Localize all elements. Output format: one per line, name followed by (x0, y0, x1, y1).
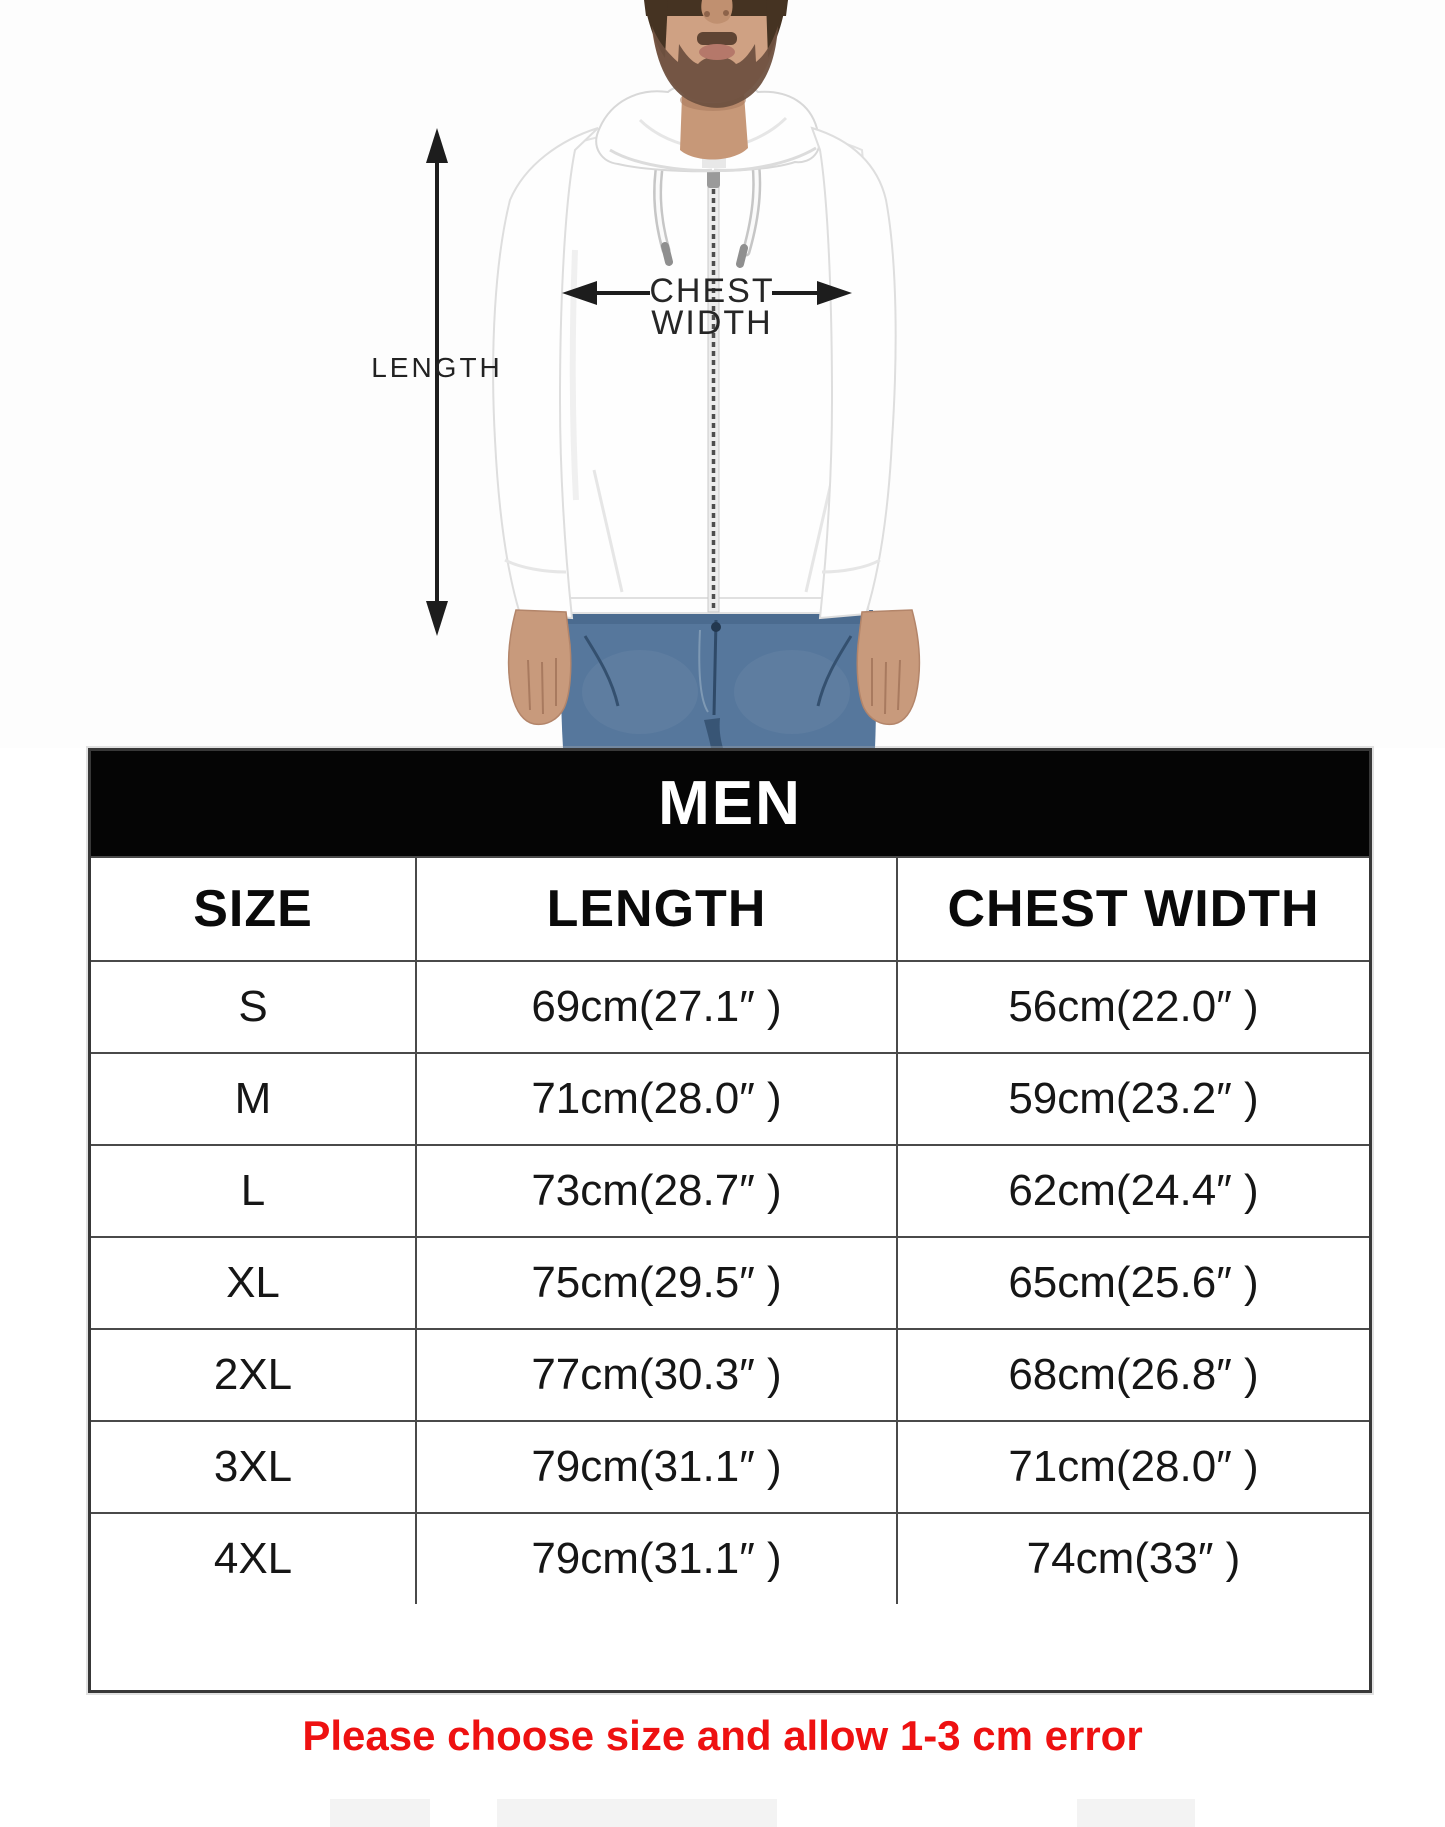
column-header-length: LENGTH (415, 858, 896, 960)
jeans (561, 610, 876, 748)
table-row (91, 1512, 1369, 1604)
length-cell: 69cm(27.1″ ) (415, 962, 896, 1052)
table-row (91, 1420, 1369, 1512)
table-row (91, 1052, 1369, 1144)
chest-width-cell: 62cm(24.4″ ) (896, 1146, 1369, 1236)
table-row (91, 1236, 1369, 1328)
size-cell: S (238, 982, 268, 1031)
chest-width-cell: 56cm(22.0″ ) (896, 962, 1369, 1052)
size-note: Please choose size and allow 1-3 cm error (302, 1712, 1143, 1759)
chest-width-cell: 65cm(25.6″ ) (896, 1238, 1369, 1328)
size-cell: 2XL (213, 1350, 293, 1399)
next-image-fragment (1077, 1799, 1195, 1827)
table-row (91, 1144, 1369, 1236)
chest-width-cell: 74cm(33″ ) (896, 1514, 1369, 1604)
table-row (91, 960, 1369, 1052)
length-cell: 75cm(29.5″ ) (415, 1238, 896, 1328)
column-header-chest-width: CHEST WIDTH (896, 858, 1369, 960)
size-cell: XL (226, 1258, 280, 1307)
size-cell: M (234, 1074, 272, 1123)
size-cell: 4XL (213, 1534, 293, 1583)
length-cell: 79cm(31.1″ ) (415, 1422, 896, 1512)
chest-width-cell: 59cm(23.2″ ) (896, 1054, 1369, 1144)
next-image-fragment (497, 1799, 777, 1827)
table-row (91, 1328, 1369, 1420)
size-table (88, 748, 1372, 1693)
size-table-title: MEN (658, 769, 802, 838)
length-cell: 71cm(28.0″ ) (415, 1054, 896, 1144)
column-header-size: SIZE (193, 880, 313, 938)
next-image-fragment (330, 1799, 430, 1827)
size-cell: L (240, 1166, 266, 1215)
chest-width-label-line1: CHEST (649, 272, 775, 310)
size-table-body (91, 960, 1369, 1604)
chest-width-cell: 68cm(26.8″ ) (896, 1330, 1369, 1420)
chest-width-cell: 71cm(28.0″ ) (896, 1422, 1369, 1512)
length-cell: 77cm(30.3″ ) (415, 1330, 896, 1420)
chest-width-label-line2: WIDTH (651, 304, 773, 342)
size-cell: 3XL (213, 1442, 293, 1491)
size-table-title-bar (91, 751, 1369, 856)
length-cell: 73cm(28.7″ ) (415, 1146, 896, 1236)
zipper (707, 158, 720, 612)
model-photo (0, 0, 1445, 748)
length-cell: 79cm(31.1″ ) (415, 1514, 896, 1604)
length-label: LENGTH (371, 352, 503, 383)
size-table-header-row (91, 856, 1369, 960)
